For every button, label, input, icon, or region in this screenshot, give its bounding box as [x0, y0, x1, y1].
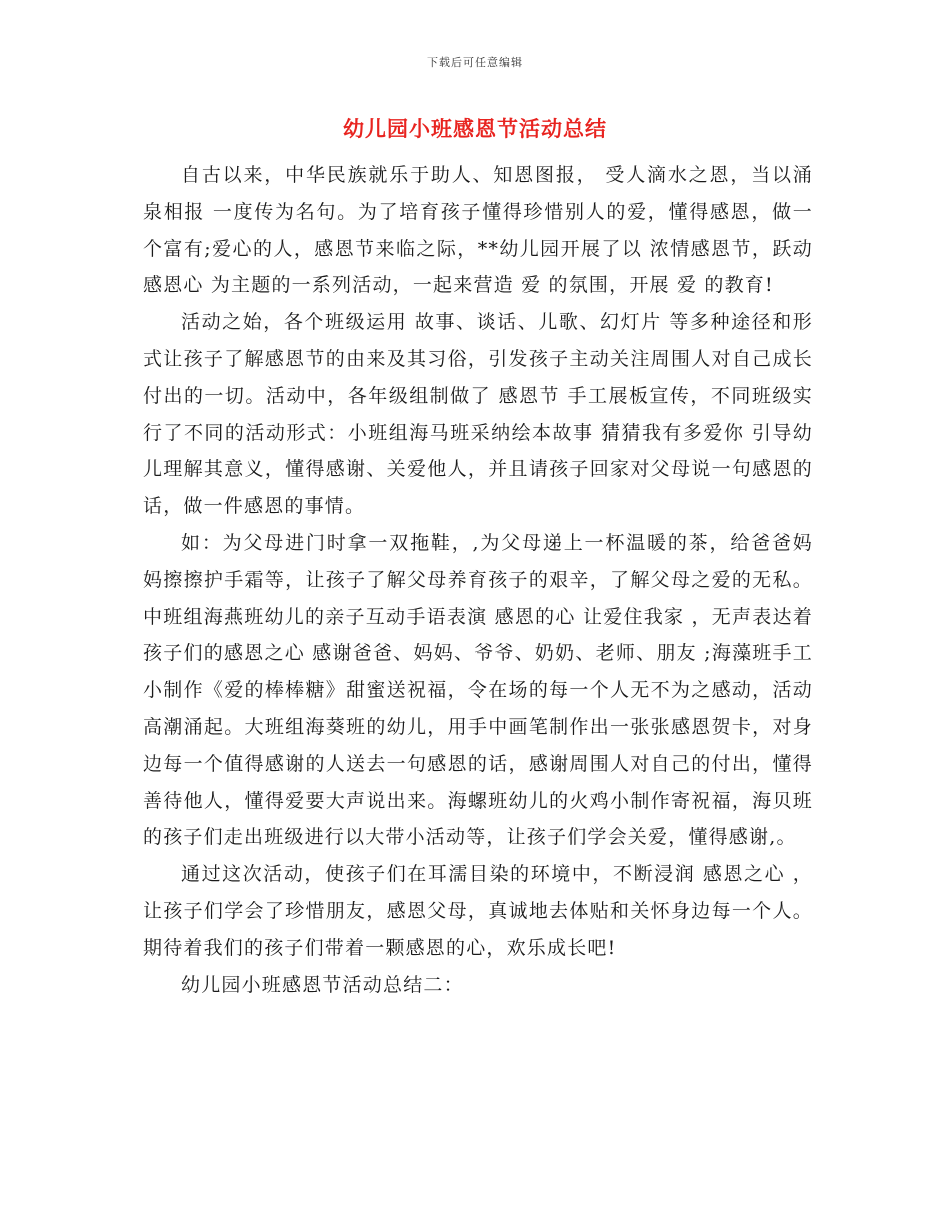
paragraph-examples: 如：为父母进门时拿一双拖鞋，,为父母递上一杯温暖的茶，给爸爸妈妈擦擦护手霜等，让孩子了解父母养育孩子的艰辛，了解父母之爱的无私。中班组海燕班幼儿的亲子互动手语表演 感恩的心 让爱住我家 ，无声表达着孩子们的感恩之心 感谢爸爸、妈妈、爷爷、奶奶、老师、朋友 ;海藻班手工小制作《爱的棒棒糖》甜蜜送祝福，令在场的每一个人无不为之感动，活动高潮涌起。大班组海葵班的幼儿，用手中画笔制作出一张张感恩贺卡，对身边每一个值得感谢的人送去一句感恩的话，感谢周围人对自己的付出，懂得善待他人，懂得爱要大声说出来。海螺班幼儿的火鸡小制作寄祝福，海贝班的孩子们走出班级进行以大带小活动等，让孩子们学会关爱，懂得感谢,。: [143, 531, 813, 849]
header-note: 下载后可任意编辑: [427, 56, 523, 69]
document-body: [143, 157, 813, 1003]
paragraph-conclusion: 通过这次活动，使孩子们在耳濡目染的环境中，不断浸润 感恩之心 ，让孩子们学会了珍惜朋友，感恩父母，真诚地去体贴和关怀身边每一个人。期待着我们的孩子们带着一颗感恩的心，欢乐成长吧!: [143, 863, 813, 959]
paragraph-intro: 自古以来，中华民族就乐于助人、知恩图报， 受人滴水之恩，当以涌泉相报 一度传为名句。为了培育孩子懂得珍惜别人的爱，懂得感恩，做一个富有;爱心的人，感恩节来临之际，**幼儿园开展了以 浓情感恩节，跃动感恩心 为主题的一系列活动，一起来营造 爱 的氛围，开展 爱 的教育!: [143, 164, 813, 297]
document-title: 幼儿园小班感恩节活动总结: [343, 116, 607, 141]
paragraph-activity-start: 活动之始，各个班级运用 故事、谈话、儿歌、幻灯片 等多种途径和形式让孩子了解感恩节的由来及其习俗，引发孩子主动关注周围人对自己成长付出的一切。活动中，各年级组制做了 感恩节 手工展板宣传，不同班级实行了不同的活动形式：小班组海马班采纳绘本故事 猜猜我有多爱你 引导幼儿理解其意义，懂得感谢、关爱他人，并且请孩子回家对父母说一句感恩的话，做一件感恩的事情。: [143, 311, 813, 518]
paragraph-section-two-heading: 幼儿园小班感恩节活动总结二：: [181, 973, 464, 996]
